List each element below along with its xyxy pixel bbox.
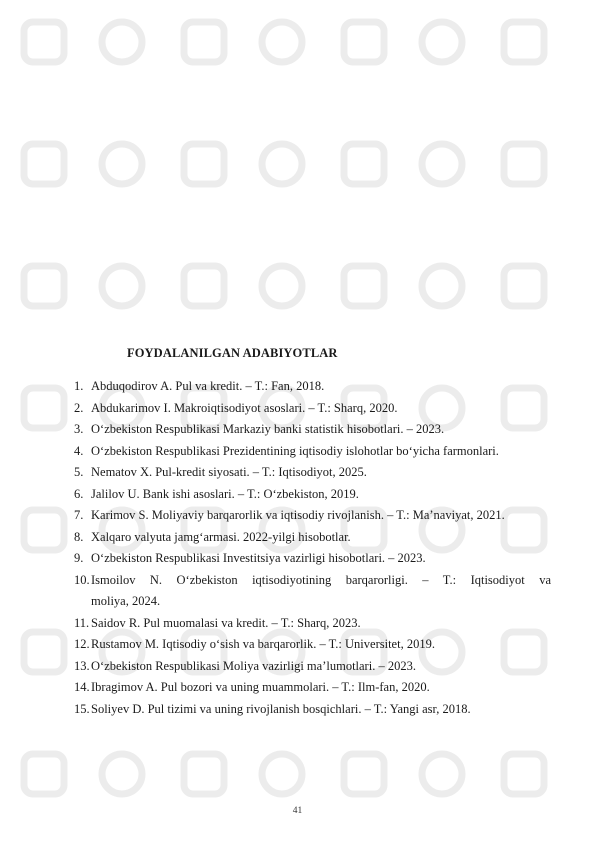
reference-text: Rustamov M. Iqtisodiy o‘sish va barqarorlik. – T.: Universitet, 2019. bbox=[91, 637, 435, 651]
reference-text: Ibragimov A. Pul bozori va uning muammolari. – T.: Ilm-fan, 2020. bbox=[91, 680, 430, 694]
reference-item bbox=[74, 677, 551, 699]
reference-number: 7. bbox=[74, 508, 84, 522]
reference-item bbox=[74, 376, 551, 398]
page-number: 41 bbox=[292, 806, 303, 816]
reference-text: Jalilov U. Bank ishi asoslari. – T.: O‘zbekiston, 2019. bbox=[91, 486, 359, 501]
reference-text: Xalqaro valyuta jamg‘armasi. 2022-yilgi hisobotlar. bbox=[91, 529, 351, 544]
reference-number: 6. bbox=[74, 486, 84, 501]
reference-item bbox=[74, 462, 551, 484]
reference-item bbox=[74, 441, 551, 463]
reference-item bbox=[74, 548, 551, 570]
reference-number: 13. bbox=[74, 658, 90, 673]
reference-number: 4. bbox=[74, 443, 84, 458]
reference-item bbox=[74, 505, 551, 527]
reference-item bbox=[74, 570, 551, 613]
reference-text: Saidov R. Pul muomalasi va kredit. – T.: Sharq, 2023. bbox=[91, 615, 361, 630]
reference-number: 14. bbox=[74, 680, 90, 694]
reference-text-line1: Ismoilov N. O‘zbekiston iqtisodiyotining barqarorligi. – T.: Iqtisodiyot va bbox=[91, 572, 551, 587]
reference-text: O‘zbekiston Respublikasi Investitsiya vazirligi hisobotlari. – 2023. bbox=[91, 551, 426, 565]
reference-item bbox=[74, 656, 551, 678]
reference-text: Nematov X. Pul-kredit siyosati. – T.: Iqtisodiyot, 2025. bbox=[91, 465, 367, 479]
reference-item bbox=[74, 527, 551, 549]
reference-number: 11. bbox=[74, 615, 90, 630]
reference-text: Karimov S. Moliyaviy barqarorlik va iqtisodiy rivojlanish. – T.: Ma’naviyat, 2021. bbox=[91, 508, 505, 522]
reference-item bbox=[74, 699, 551, 721]
reference-item bbox=[74, 613, 551, 635]
reference-number: 5. bbox=[74, 465, 84, 479]
reference-list bbox=[74, 376, 551, 720]
reference-item bbox=[74, 398, 551, 420]
reference-number: 9. bbox=[74, 551, 84, 565]
reference-number: 3. bbox=[74, 422, 84, 436]
reference-text: O‘zbekiston Respublikasi Prezidentining iqtisodiy islohotlar bo‘yicha farmonlari. bbox=[91, 443, 499, 458]
reference-item bbox=[74, 484, 551, 506]
reference-item bbox=[74, 634, 551, 656]
reference-number: 15. bbox=[74, 701, 90, 716]
reference-number: 2. bbox=[74, 400, 84, 415]
reference-number: 1. bbox=[74, 379, 84, 393]
reference-text: O‘zbekiston Respublikasi Moliya vazirligi ma’lumotlari. – 2023. bbox=[91, 658, 416, 673]
reference-text: O‘zbekiston Respublikasi Markaziy banki statistik hisobotlari. – 2023. bbox=[91, 422, 445, 436]
references-heading: FOYDALANILGAN ADABIYOTLAR bbox=[127, 346, 338, 360]
reference-text: Abdukarimov I. Makroiqtisodiyot asoslari. – T.: Sharq, 2020. bbox=[91, 400, 398, 415]
reference-number: 10. bbox=[74, 572, 90, 587]
reference-number: 12. bbox=[74, 637, 90, 651]
reference-text-line2: moliya, 2024. bbox=[91, 594, 161, 608]
reference-item bbox=[74, 419, 551, 441]
reference-number: 8. bbox=[74, 529, 84, 544]
reference-text: Abduqodirov A. Pul va kredit. – T.: Fan, 2018. bbox=[91, 379, 325, 393]
reference-text: Soliyev D. Pul tizimi va uning rivojlanish bosqichlari. – T.: Yangi asr, 2018. bbox=[91, 701, 471, 716]
